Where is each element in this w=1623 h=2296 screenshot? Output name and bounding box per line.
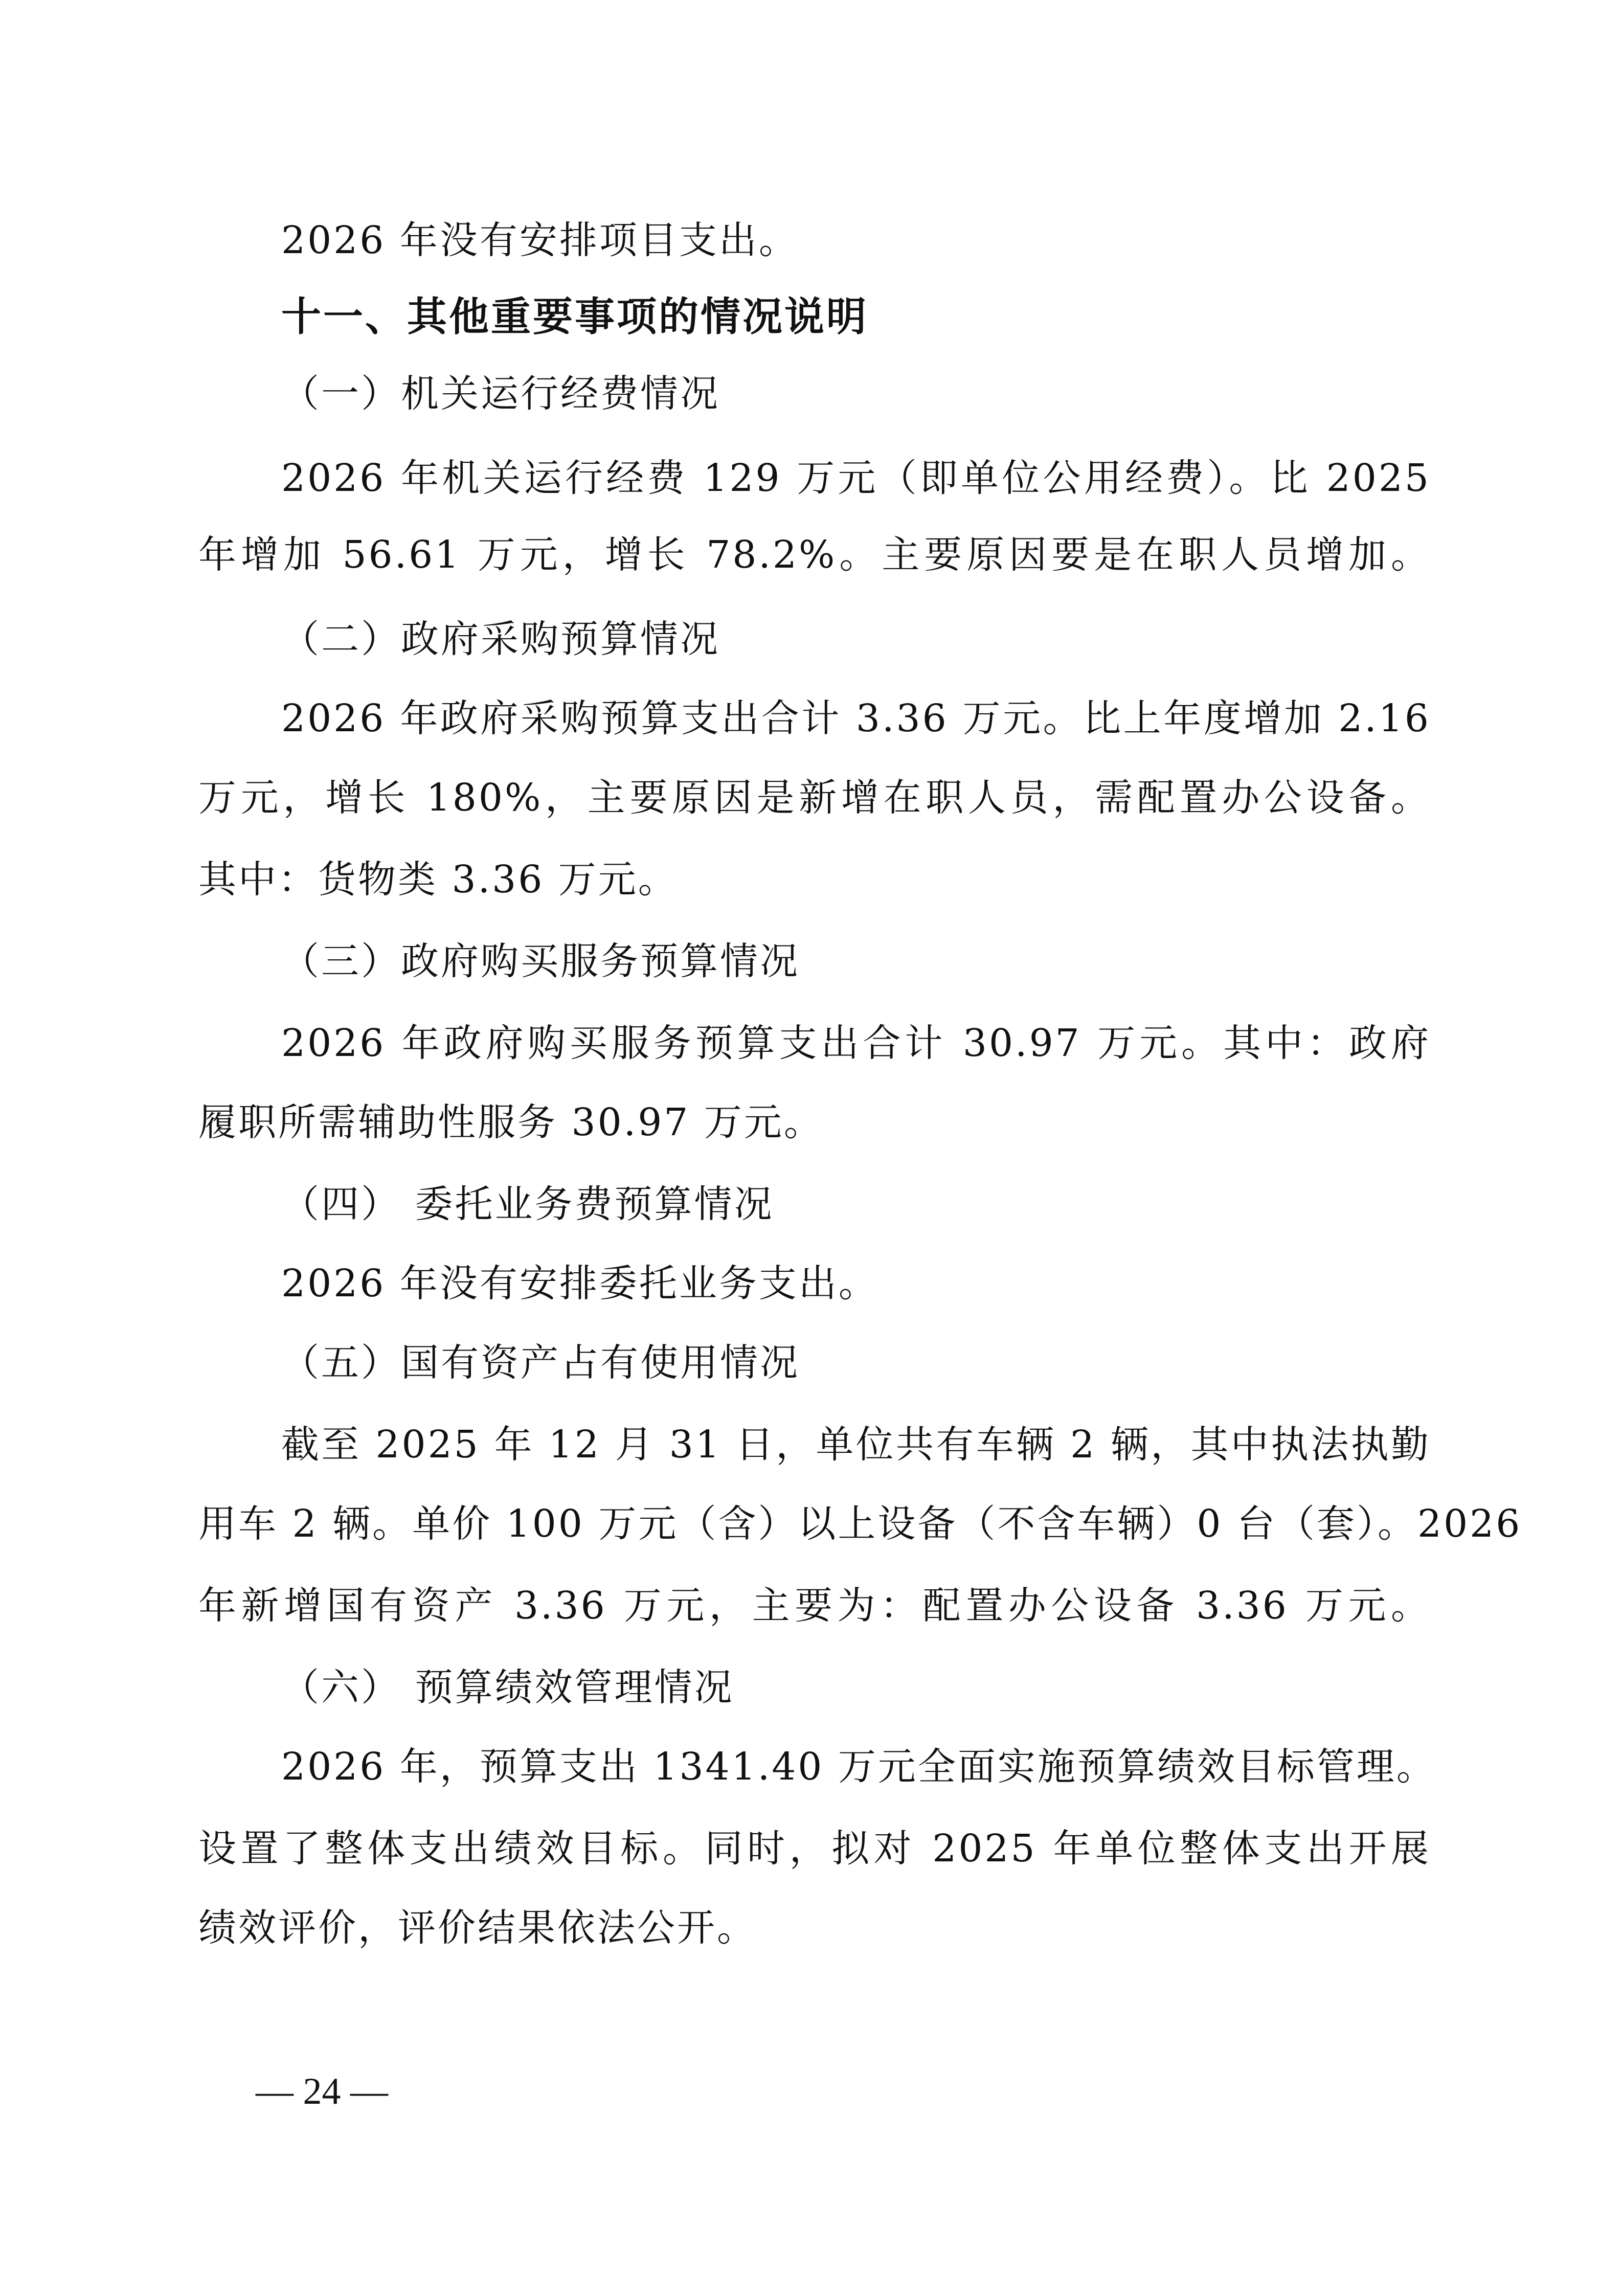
paragraph-line: 2026 年政府采购预算支出合计 3.36 万元。比上年度增加 2.16 — [281, 696, 1431, 740]
paragraph-line: 2026 年没有安排委托业务支出。 — [281, 1262, 878, 1305]
paragraph-line: 其中：货物类 3.36 万元。 — [198, 858, 678, 902]
paragraph-line: 年新增国有资产 3.36 万元，主要为：配置办公设备 3.36 万元。 — [198, 1584, 1431, 1628]
page-number: — 24 — — [256, 2070, 388, 2112]
paragraph-line: 2026 年，预算支出 1341.40 万元全面实施预算绩效目标管理。 — [281, 1745, 1436, 1789]
subsection-heading: （五）国有资产占有使用情况 — [281, 1341, 800, 1385]
section-heading: 十一、其他重要事项的情况说明 — [281, 294, 869, 340]
subsection-heading: （四） 委托业务费预算情况 — [281, 1182, 774, 1226]
paragraph-line: 2026 年没有安排项目支出。 — [281, 218, 799, 262]
paragraph-line: 设置了整体支出绩效目标。同时，拟对 2025 年单位整体支出开展 — [198, 1827, 1431, 1871]
paragraph-line: 绩效评价，评价结果依法公开。 — [198, 1906, 757, 1950]
subsection-heading: （二）政府采购预算情况 — [281, 617, 720, 661]
subsection-heading: （一）机关运行经费情况 — [281, 372, 720, 416]
paragraph-line: 2026 年政府购买服务预算支出合计 30.97 万元。其中：政府 — [281, 1021, 1431, 1065]
subsection-heading: （六） 预算绩效管理情况 — [281, 1665, 734, 1709]
paragraph-line: 年增加 56.61 万元，增长 78.2%。主要原因要是在职人员增加。 — [198, 533, 1431, 577]
subsection-heading: （三）政府购买服务预算情况 — [281, 939, 800, 983]
paragraph-line: 履职所需辅助性服务 30.97 万元。 — [198, 1100, 824, 1144]
paragraph-line: 万元，增长 180%，主要原因是新增在职人员，需配置办公设备。 — [198, 776, 1431, 820]
paragraph-line: 用车 2 辆。单价 100 万元（含）以上设备（不含车辆）0 台（套）。2026 — [198, 1502, 1522, 1546]
paragraph-line: 截至 2025 年 12 月 31 日，单位共有车辆 2 辆，其中执法执勤 — [281, 1423, 1431, 1467]
paragraph-line: 2026 年机关运行经费 129 万元（即单位公用经费）。比 2025 — [281, 456, 1431, 500]
